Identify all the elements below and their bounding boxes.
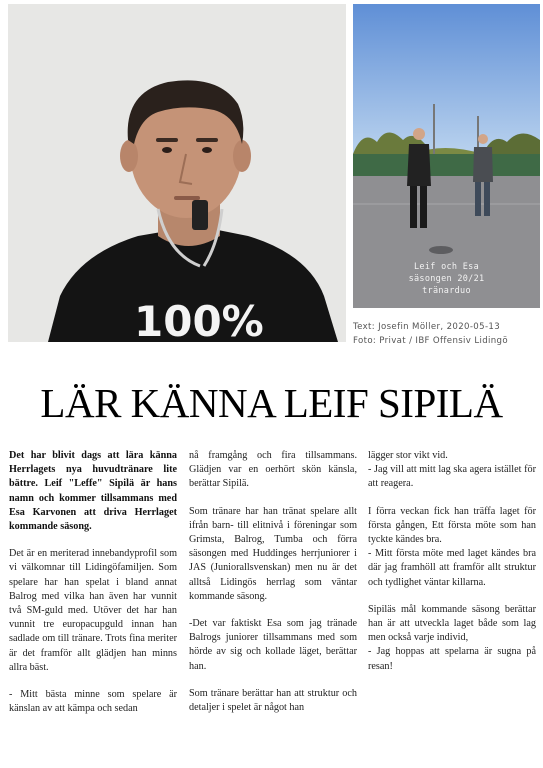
coach-portrait-photo bbox=[8, 4, 346, 342]
paragraph: nå framgång och fira tillsammans. Glädjen var en oerhört skön känsla, berättar Sipilä. bbox=[189, 450, 357, 490]
paragraph: Som tränare berättar han att struktur och detaljer i spelet är något han bbox=[189, 687, 357, 714]
credits-block bbox=[353, 320, 539, 348]
paragraph: - Jag vill att mitt lag ska agera istället för att reagera. bbox=[368, 464, 536, 490]
article-headline: LÄR KÄNNA LEIF SIPILÄ bbox=[40, 380, 503, 426]
photo-credit: Foto: Privat / IBF Offensiv Lidingö bbox=[353, 336, 508, 346]
photo-caption-line-1: Leif och Esa bbox=[413, 262, 479, 272]
paragraph: Som tränare har han tränat spelare allt ifrån barn- till elitnivå i föreningar som Grimsta, Balrog, Tumba och förra säsongen med Huddinges herrjuniorer i JAS (Juniorallsvenskan) men nu är det alltså Lidingös herrlag som väntar kommande säsong. bbox=[189, 505, 357, 602]
paragraph: lägger stor vikt vid. bbox=[368, 450, 448, 461]
paragraph: Det är en meriterad innebandyprofil som vi välkomnar till Lidingöfamiljen. Som spelare har han spelat i bland annat Balrog med vilka han även har vunnit två SM-guld med. Utöver det har han vunnit tre europacupguld innan han sadlade om till tränare. Trots fina meriter är det framför allt glädjen han minns allra bäst. bbox=[9, 548, 177, 673]
photo-caption-line-2: säsongen 20/21 bbox=[408, 274, 485, 284]
paragraph: -Det var faktiskt Esa som jag tränade Balrogs juniorer tillsammans med som hörde av sig och kollade läget, berättar han. bbox=[189, 618, 357, 672]
photo-caption-line-3: tränarduo bbox=[422, 286, 471, 296]
paragraph: I förra veckan fick han träffa laget för första gången, Ett första möte som han tyckte kändes bra. bbox=[368, 505, 536, 546]
paragraph: - Mitt första möte med laget kändes bra där jag framhöll att framför allt struktur och tydlighet väntar killarna. bbox=[368, 548, 536, 588]
article-column-2 bbox=[189, 449, 357, 715]
portrait-illustration bbox=[8, 4, 346, 342]
shirt-print-text: 100% bbox=[134, 297, 264, 342]
paragraph: Sipiläs mål kommande säsong berättar han är att utveckla laget både som lag men också varje individ, bbox=[368, 603, 536, 644]
coaches-duo-photo bbox=[353, 4, 540, 308]
paragraph: - Jag hoppas att spelarna är sugna på resan! bbox=[368, 646, 536, 672]
article-lead: Det har blivit dags att lära känna Herrlagets nya huvudtränare lite bättre. Leif "Leffe" Sipilä är hans namn och kommer tillsammans med Esa Karvonen att driva Herrlaget kommande säsong. bbox=[9, 450, 177, 533]
text-credit: Text: Josefin Möller, 2020-05-13 bbox=[353, 322, 501, 332]
article-column-3 bbox=[368, 449, 536, 674]
paragraph: - Mitt bästa minne som spelare är känslan av att kämpa och sedan bbox=[9, 689, 177, 715]
article-column-1 bbox=[9, 449, 177, 716]
